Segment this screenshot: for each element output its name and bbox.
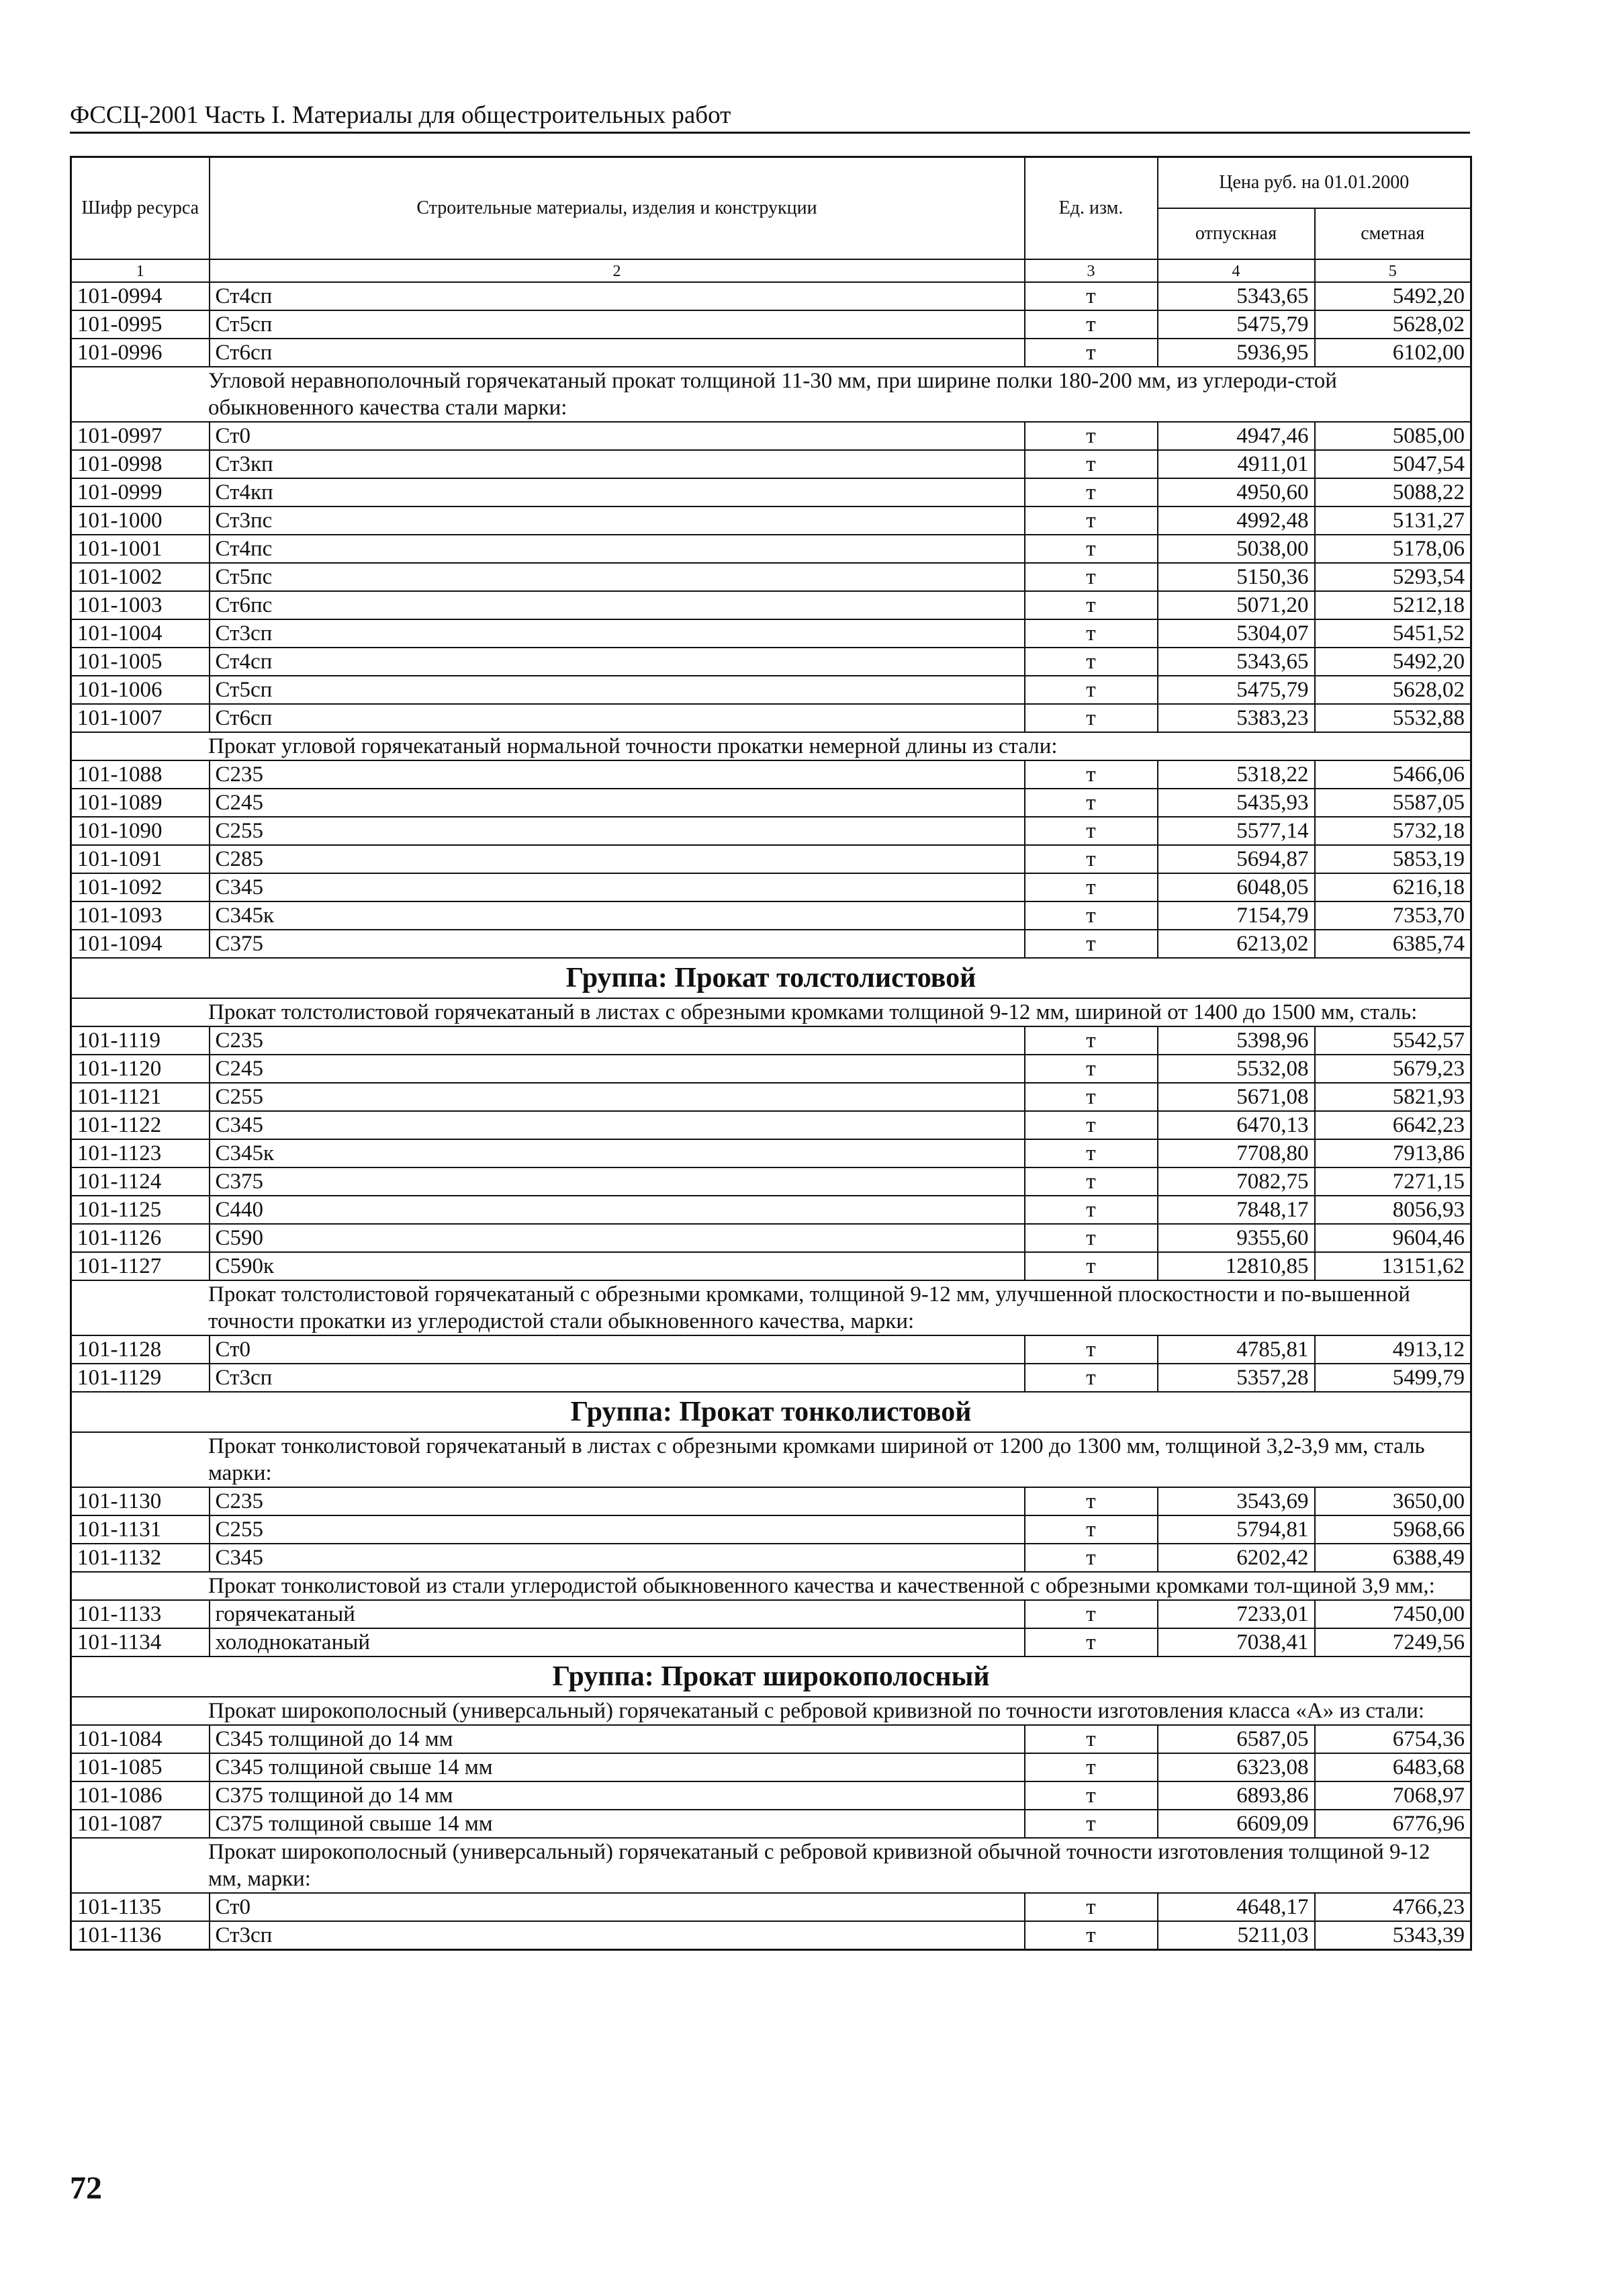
description-row [71, 1432, 1471, 1487]
unit-cell: т [1025, 901, 1158, 930]
material-name: горячекатаный [210, 1600, 1025, 1628]
price-estimate: 5821,93 [1315, 1083, 1471, 1111]
unit-cell: т [1025, 1753, 1158, 1781]
price-estimate: 5542,57 [1315, 1026, 1471, 1055]
material-name: С345 толщиной до 14 мм [210, 1725, 1025, 1753]
price-estimate: 5732,18 [1315, 817, 1471, 845]
resource-code: 101-0994 [71, 282, 210, 310]
price-release: 6048,05 [1158, 873, 1315, 901]
price-release: 5694,87 [1158, 845, 1315, 873]
price-release: 6587,05 [1158, 1725, 1315, 1753]
price-estimate: 5131,27 [1315, 506, 1471, 535]
price-estimate: 5679,23 [1315, 1055, 1471, 1083]
column-number: 2 [210, 259, 1025, 282]
material-name: Ст5пс [210, 563, 1025, 591]
price-release: 5211,03 [1158, 1921, 1315, 1950]
table-row [71, 1487, 1471, 1515]
price-estimate: 7271,15 [1315, 1167, 1471, 1196]
resource-code: 101-1003 [71, 591, 210, 619]
table-row [71, 930, 1471, 958]
resource-code: 101-1123 [71, 1139, 210, 1167]
column-numbers-row [71, 259, 1471, 282]
price-estimate: 5532,88 [1315, 704, 1471, 732]
price-estimate: 6642,23 [1315, 1111, 1471, 1139]
resource-code: 101-1007 [71, 704, 210, 732]
column-number: 3 [1025, 259, 1158, 282]
table-row [71, 1224, 1471, 1252]
price-estimate: 6102,00 [1315, 339, 1471, 367]
unit-cell: т [1025, 760, 1158, 789]
price-release: 5475,79 [1158, 676, 1315, 704]
resource-code: 101-1005 [71, 648, 210, 676]
group-row [71, 958, 1471, 998]
table-row [71, 704, 1471, 732]
price-release: 4785,81 [1158, 1335, 1315, 1364]
price-estimate: 5212,18 [1315, 591, 1471, 619]
price-release: 6609,09 [1158, 1810, 1315, 1838]
column-number: 1 [71, 259, 210, 282]
unit-cell: т [1025, 1111, 1158, 1139]
price-estimate: 5628,02 [1315, 310, 1471, 339]
price-estimate: 7913,86 [1315, 1139, 1471, 1167]
section-description: Прокат широкополосный (универсальный) горячекатаный с ребровой кривизной обычной точности изготовления толщиной 9-12 мм, марки: [71, 1838, 1471, 1893]
unit-cell: т [1025, 1544, 1158, 1572]
table-row [71, 1139, 1471, 1167]
unit-cell: т [1025, 789, 1158, 817]
table-row [71, 1335, 1471, 1364]
section-description: Прокат широкополосный (универсальный) горячекатаный с ребровой кривизной по точности изготовления класса «А» из стали: [71, 1697, 1471, 1725]
price-release: 7848,17 [1158, 1196, 1315, 1224]
table-header-row [71, 157, 1471, 209]
resource-code: 101-1121 [71, 1083, 210, 1111]
price-release: 5532,08 [1158, 1055, 1315, 1083]
material-name: С440 [210, 1196, 1025, 1224]
price-estimate: 6385,74 [1315, 930, 1471, 958]
price-release: 5343,65 [1158, 282, 1315, 310]
column-number: 5 [1315, 259, 1471, 282]
material-name: Ст0 [210, 1335, 1025, 1364]
unit-cell: т [1025, 1364, 1158, 1392]
unit-cell: т [1025, 506, 1158, 535]
price-release: 3543,69 [1158, 1487, 1315, 1515]
unit-cell: т [1025, 1921, 1158, 1950]
unit-cell: т [1025, 1055, 1158, 1083]
running-header: ФССЦ-2001 Часть I. Материалы для общестроительных работ [70, 101, 1470, 134]
unit-cell: т [1025, 1725, 1158, 1753]
description-row [71, 732, 1471, 760]
resource-code: 101-1001 [71, 535, 210, 563]
table-row [71, 535, 1471, 563]
table-row [71, 760, 1471, 789]
price-table [70, 156, 1472, 1951]
unit-cell: т [1025, 339, 1158, 367]
material-name: С235 [210, 760, 1025, 789]
material-name: Ст3сп [210, 619, 1025, 648]
resource-code: 101-1129 [71, 1364, 210, 1392]
resource-code: 101-0995 [71, 310, 210, 339]
price-release: 6893,86 [1158, 1781, 1315, 1810]
resource-code: 101-1006 [71, 676, 210, 704]
resource-code: 101-0998 [71, 450, 210, 478]
material-name: С245 [210, 789, 1025, 817]
price-release: 5475,79 [1158, 310, 1315, 339]
price-release: 5577,14 [1158, 817, 1315, 845]
section-description: Прокат тонколистовой горячекатаный в листах с обрезными кромками шириной от 1200 до 1300 мм, толщиной 3,2-3,9 мм, сталь марки: [71, 1432, 1471, 1487]
unit-cell: т [1025, 845, 1158, 873]
table-row [71, 1781, 1471, 1810]
header-price-estimate: сметная [1315, 208, 1471, 259]
price-release: 5398,96 [1158, 1026, 1315, 1055]
material-name: С235 [210, 1487, 1025, 1515]
price-release: 5383,23 [1158, 704, 1315, 732]
header-price: Цена руб. на 01.01.2000 [1158, 157, 1471, 209]
material-name: С345 [210, 1111, 1025, 1139]
material-name: Ст3пс [210, 506, 1025, 535]
material-name: С345 толщиной свыше 14 мм [210, 1753, 1025, 1781]
resource-code: 101-1087 [71, 1810, 210, 1838]
price-release: 5318,22 [1158, 760, 1315, 789]
price-estimate: 3650,00 [1315, 1487, 1471, 1515]
table-row [71, 1544, 1471, 1572]
description-row [71, 1697, 1471, 1725]
material-name: Ст4пс [210, 535, 1025, 563]
price-estimate: 5466,06 [1315, 760, 1471, 789]
table-row [71, 789, 1471, 817]
unit-cell: т [1025, 676, 1158, 704]
section-description: Угловой неравнополочный горячекатаный прокат толщиной 11-30 мм, при ширине полки 180-200 мм, из углероди-стой обыкновенного качества стали марки: [71, 367, 1471, 422]
unit-cell: т [1025, 873, 1158, 901]
unit-cell: т [1025, 310, 1158, 339]
resource-code: 101-1093 [71, 901, 210, 930]
column-number: 4 [1158, 259, 1315, 282]
price-release: 6470,13 [1158, 1111, 1315, 1139]
header-name: Строительные материалы, изделия и конструкции [210, 157, 1025, 260]
material-name: С345к [210, 901, 1025, 930]
table-row [71, 1196, 1471, 1224]
resource-code: 101-0996 [71, 339, 210, 367]
unit-cell: т [1025, 930, 1158, 958]
table-row [71, 1810, 1471, 1838]
section-description: Прокат толстолистовой горячекатаный с обрезными кромками, толщиной 9-12 мм, улучшенной плоскостности и по-вышенной точности прокатки из углеродистой стали обыкновенного качества, марки: [71, 1280, 1471, 1335]
resource-code: 101-1120 [71, 1055, 210, 1083]
unit-cell: т [1025, 1781, 1158, 1810]
price-table-body [71, 157, 1471, 1950]
table-row [71, 619, 1471, 648]
material-name: Ст6сп [210, 704, 1025, 732]
table-row [71, 422, 1471, 450]
resource-code: 101-1133 [71, 1600, 210, 1628]
price-release: 6323,08 [1158, 1753, 1315, 1781]
price-estimate: 5968,66 [1315, 1515, 1471, 1544]
price-estimate: 6754,36 [1315, 1725, 1471, 1753]
material-name: С245 [210, 1055, 1025, 1083]
resource-code: 101-0997 [71, 422, 210, 450]
material-name: Ст6пс [210, 591, 1025, 619]
price-estimate: 6776,96 [1315, 1810, 1471, 1838]
group-row [71, 1657, 1471, 1697]
material-name: С255 [210, 1515, 1025, 1544]
price-estimate: 7353,70 [1315, 901, 1471, 930]
unit-cell: т [1025, 648, 1158, 676]
description-row [71, 1572, 1471, 1600]
unit-cell: т [1025, 591, 1158, 619]
unit-cell: т [1025, 704, 1158, 732]
unit-cell: т [1025, 535, 1158, 563]
price-release: 5071,20 [1158, 591, 1315, 619]
unit-cell: т [1025, 1139, 1158, 1167]
table-row [71, 1893, 1471, 1921]
price-release: 5936,95 [1158, 339, 1315, 367]
resource-code: 101-1084 [71, 1725, 210, 1753]
unit-cell: т [1025, 422, 1158, 450]
price-release: 7154,79 [1158, 901, 1315, 930]
price-estimate: 5343,39 [1315, 1921, 1471, 1950]
resource-code: 101-1122 [71, 1111, 210, 1139]
resource-code: 101-1004 [71, 619, 210, 648]
description-row [71, 1280, 1471, 1335]
table-row [71, 1167, 1471, 1196]
price-release: 5671,08 [1158, 1083, 1315, 1111]
table-row [71, 1921, 1471, 1950]
resource-code: 101-1119 [71, 1026, 210, 1055]
price-estimate: 13151,62 [1315, 1252, 1471, 1280]
resource-code: 101-1124 [71, 1167, 210, 1196]
price-release: 7038,41 [1158, 1628, 1315, 1657]
table-row [71, 563, 1471, 591]
unit-cell: т [1025, 1167, 1158, 1196]
resource-code: 101-1126 [71, 1224, 210, 1252]
material-name: Ст4сп [210, 282, 1025, 310]
material-name: Ст3сп [210, 1921, 1025, 1950]
unit-cell: т [1025, 1600, 1158, 1628]
material-name: Ст3кп [210, 450, 1025, 478]
resource-code: 101-1002 [71, 563, 210, 591]
table-row [71, 1600, 1471, 1628]
price-estimate: 5178,06 [1315, 535, 1471, 563]
table-row [71, 506, 1471, 535]
price-estimate: 5451,52 [1315, 619, 1471, 648]
resource-code: 101-1127 [71, 1252, 210, 1280]
material-name: Ст3сп [210, 1364, 1025, 1392]
price-release: 7708,80 [1158, 1139, 1315, 1167]
material-name: Ст5сп [210, 310, 1025, 339]
table-row [71, 339, 1471, 367]
price-estimate: 5628,02 [1315, 676, 1471, 704]
unit-cell: т [1025, 563, 1158, 591]
table-row [71, 282, 1471, 310]
unit-cell: т [1025, 1026, 1158, 1055]
price-release: 4950,60 [1158, 478, 1315, 506]
material-name: С375 [210, 1167, 1025, 1196]
material-name: С345 [210, 1544, 1025, 1572]
table-row [71, 817, 1471, 845]
section-description: Прокат толстолистовой горячекатаный в листах с обрезными кромками толщиной 9-12 мм, шириной от 1400 до 1500 мм, сталь: [71, 998, 1471, 1026]
resource-code: 101-0999 [71, 478, 210, 506]
table-row [71, 1725, 1471, 1753]
resource-code: 101-1131 [71, 1515, 210, 1544]
table-row [71, 1026, 1471, 1055]
table-row [71, 1252, 1471, 1280]
price-estimate: 5853,19 [1315, 845, 1471, 873]
resource-code: 101-1134 [71, 1628, 210, 1657]
unit-cell: т [1025, 282, 1158, 310]
material-name: Ст0 [210, 422, 1025, 450]
resource-code: 101-1130 [71, 1487, 210, 1515]
price-estimate: 5492,20 [1315, 648, 1471, 676]
price-estimate: 5492,20 [1315, 282, 1471, 310]
price-estimate: 6216,18 [1315, 873, 1471, 901]
resource-code: 101-1125 [71, 1196, 210, 1224]
table-row [71, 901, 1471, 930]
price-estimate: 7450,00 [1315, 1600, 1471, 1628]
price-estimate: 6388,49 [1315, 1544, 1471, 1572]
price-release: 5357,28 [1158, 1364, 1315, 1392]
material-name: С375 толщиной до 14 мм [210, 1781, 1025, 1810]
unit-cell: т [1025, 1224, 1158, 1252]
material-name: С345к [210, 1139, 1025, 1167]
group-row [71, 1392, 1471, 1432]
resource-code: 101-1094 [71, 930, 210, 958]
material-name: Ст4кп [210, 478, 1025, 506]
material-name: Ст4сп [210, 648, 1025, 676]
price-release: 9355,60 [1158, 1224, 1315, 1252]
material-name: Ст0 [210, 1893, 1025, 1921]
price-estimate: 5088,22 [1315, 478, 1471, 506]
price-release: 5435,93 [1158, 789, 1315, 817]
unit-cell: т [1025, 1810, 1158, 1838]
material-name: С375 толщиной свыше 14 мм [210, 1810, 1025, 1838]
resource-code: 101-1089 [71, 789, 210, 817]
table-row [71, 450, 1471, 478]
price-release: 5343,65 [1158, 648, 1315, 676]
price-estimate: 4913,12 [1315, 1335, 1471, 1364]
price-estimate: 5085,00 [1315, 422, 1471, 450]
material-name: С285 [210, 845, 1025, 873]
price-estimate: 6483,68 [1315, 1753, 1471, 1781]
group-title: Группа: Прокат широкополосный [71, 1657, 1471, 1697]
description-row [71, 1838, 1471, 1893]
unit-cell: т [1025, 1196, 1158, 1224]
unit-cell: т [1025, 1487, 1158, 1515]
unit-cell: т [1025, 1335, 1158, 1364]
material-name: холоднокатаный [210, 1628, 1025, 1657]
unit-cell: т [1025, 478, 1158, 506]
table-row [71, 1364, 1471, 1392]
price-release: 7082,75 [1158, 1167, 1315, 1196]
resource-code: 101-1088 [71, 760, 210, 789]
material-name: С590 [210, 1224, 1025, 1252]
resource-code: 101-1090 [71, 817, 210, 845]
price-release: 12810,85 [1158, 1252, 1315, 1280]
description-row [71, 367, 1471, 422]
resource-code: 101-1128 [71, 1335, 210, 1364]
resource-code: 101-1091 [71, 845, 210, 873]
resource-code: 101-1092 [71, 873, 210, 901]
page-number: 72 [70, 2170, 102, 2206]
table-row [71, 1753, 1471, 1781]
material-name: С235 [210, 1026, 1025, 1055]
material-name: С375 [210, 930, 1025, 958]
price-estimate: 7249,56 [1315, 1628, 1471, 1657]
unit-cell: т [1025, 1628, 1158, 1657]
resource-code: 101-1000 [71, 506, 210, 535]
material-name: С590к [210, 1252, 1025, 1280]
table-row [71, 1111, 1471, 1139]
price-release: 6202,42 [1158, 1544, 1315, 1572]
unit-cell: т [1025, 1083, 1158, 1111]
table-row [71, 1515, 1471, 1544]
price-release: 7233,01 [1158, 1600, 1315, 1628]
header-unit: Ед. изм. [1025, 157, 1158, 260]
material-name: С345 [210, 873, 1025, 901]
price-release: 4911,01 [1158, 450, 1315, 478]
material-name: Ст6сп [210, 339, 1025, 367]
resource-code: 101-1085 [71, 1753, 210, 1781]
price-estimate: 5499,79 [1315, 1364, 1471, 1392]
table-row [71, 1055, 1471, 1083]
material-name: С255 [210, 1083, 1025, 1111]
unit-cell: т [1025, 1252, 1158, 1280]
table-row [71, 873, 1471, 901]
description-row [71, 998, 1471, 1026]
unit-cell: т [1025, 450, 1158, 478]
material-name: С255 [210, 817, 1025, 845]
resource-code: 101-1136 [71, 1921, 210, 1950]
price-release: 5150,36 [1158, 563, 1315, 591]
price-release: 5038,00 [1158, 535, 1315, 563]
unit-cell: т [1025, 1893, 1158, 1921]
table-row [71, 1083, 1471, 1111]
table-row [71, 648, 1471, 676]
resource-code: 101-1135 [71, 1893, 210, 1921]
table-row [71, 591, 1471, 619]
price-estimate: 7068,97 [1315, 1781, 1471, 1810]
unit-cell: т [1025, 619, 1158, 648]
price-release: 6213,02 [1158, 930, 1315, 958]
material-name: Ст5сп [210, 676, 1025, 704]
resource-code: 101-1132 [71, 1544, 210, 1572]
unit-cell: т [1025, 817, 1158, 845]
price-release: 4947,46 [1158, 422, 1315, 450]
price-release: 4648,17 [1158, 1893, 1315, 1921]
group-title: Группа: Прокат тонколистовой [71, 1392, 1471, 1432]
price-estimate: 8056,93 [1315, 1196, 1471, 1224]
price-estimate: 4766,23 [1315, 1893, 1471, 1921]
header-code: Шифр ресурса [71, 157, 210, 260]
section-description: Прокат тонколистовой из стали углеродистой обыкновенного качества и качественной с обрезными кромками тол-щиной 3,9 мм,: [71, 1572, 1471, 1600]
price-release: 5304,07 [1158, 619, 1315, 648]
table-row [71, 310, 1471, 339]
group-title: Группа: Прокат толстолистовой [71, 958, 1471, 998]
section-description: Прокат угловой горячекатаный нормальной точности прокатки немерной длины из стали: [71, 732, 1471, 760]
header-price-release: отпускная [1158, 208, 1315, 259]
resource-code: 101-1086 [71, 1781, 210, 1810]
price-release: 5794,81 [1158, 1515, 1315, 1544]
price-estimate: 9604,46 [1315, 1224, 1471, 1252]
price-estimate: 5293,54 [1315, 563, 1471, 591]
table-row [71, 845, 1471, 873]
table-row [71, 676, 1471, 704]
table-row [71, 1628, 1471, 1657]
price-estimate: 5587,05 [1315, 789, 1471, 817]
unit-cell: т [1025, 1515, 1158, 1544]
table-row [71, 478, 1471, 506]
price-release: 4992,48 [1158, 506, 1315, 535]
price-estimate: 5047,54 [1315, 450, 1471, 478]
